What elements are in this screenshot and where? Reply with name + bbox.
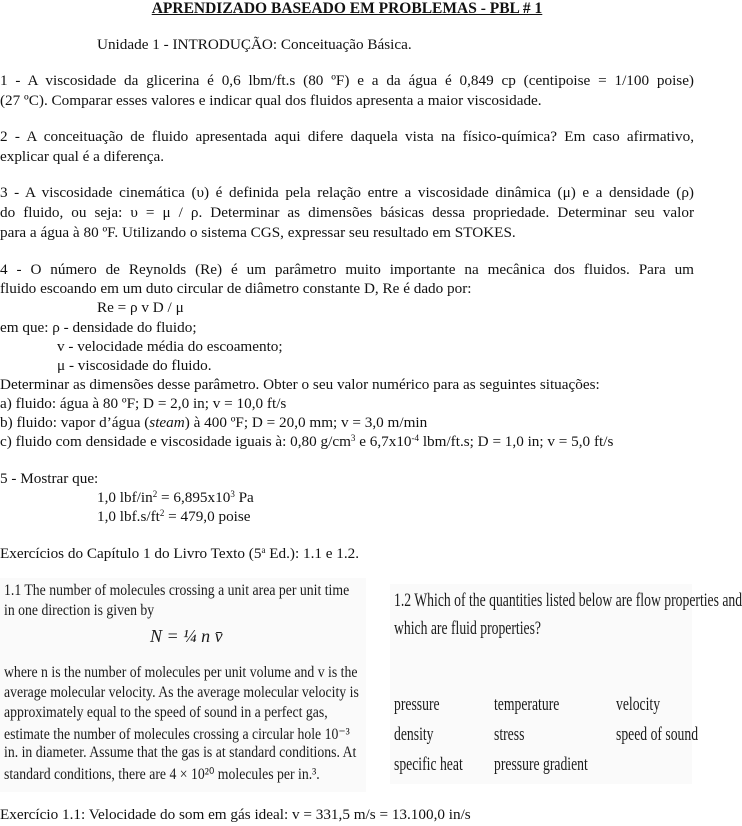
q4-case-a: a) fluido: água à 80 ºF; D = 2,0 in; v = 10,0 ft/s <box>0 395 287 412</box>
ex12-cell-velocity: velocity <box>616 694 661 715</box>
q1-line1: 1 - A viscosidade da glicerina é 0,6 lbm/ft.s (80 ºF) e a da água é 0,849 cp (centipoise = 1/100 poise) <box>0 72 694 89</box>
exercise-1-2-excerpt <box>390 584 742 784</box>
q4-case-b: b) fluido: vapor d’água (steam) à 400 ºF; D = 20,0 mm; v = 3,0 m/min <box>0 414 428 431</box>
ex11-line5: approximately equal to the speed of sound in a perfect gas, <box>4 704 328 721</box>
exercise-1-1-excerpt <box>0 578 366 792</box>
q2-line1: 2 - A conceituação de fluido apresentada aqui difere daquela vista na físico-química? Em caso afirmativo, <box>0 128 694 145</box>
ex12-cell-density: density <box>394 724 434 745</box>
ex12-line2: which are fluid properties? <box>394 618 542 639</box>
q4-viscosity-def: μ - viscosidade do fluido. <box>57 357 212 374</box>
ex11-line3: where n is the number of molecules per unit volume and v is the <box>4 664 358 681</box>
ex11-line2: in one direction is given by <box>4 602 155 619</box>
q2-line2: explicar qual é a diferença. <box>0 148 165 165</box>
q1-line2: (27 ºC). Comparar esses valores e indicar qual dos fluidos apresenta a maior viscosidade. <box>0 92 542 109</box>
footer-note: Exercício 1.1: Velocidade do som em gás ideal: v = 331,5 m/s = 13.100,0 in/s <box>0 806 471 823</box>
q5-intro: 5 - Mostrar que: <box>0 470 99 487</box>
reynolds-formula: Re = ρ v D / μ <box>97 299 184 316</box>
ex11-formula: N = ¼ n v̄ <box>150 626 223 646</box>
ex12-cell-temperature: temperature <box>494 694 560 715</box>
ex12-line1: 1.2 Which of the quantities listed below are flow properties and <box>394 590 742 611</box>
ex11-line7: in. in diameter. Assume that the gas is at standard conditions. At <box>4 744 357 761</box>
q3-line2: do fluido, ou seja: υ = μ / ρ. Determinar as dimensões básicas dessa propriedade. Determinar seu valor <box>0 204 694 221</box>
ex12-cell-pressure: pressure <box>394 694 440 715</box>
q3-line3: para a água à 80 ºF. Utilizando o sistema CGS, expressar seu resultado em STOKES. <box>0 224 516 241</box>
q5-eq1: 1,0 lbf/$in^2 = 6,895x10^3$ Pa <box>97 489 254 506</box>
ex12-cell-pressure-gradient: pressure gradient <box>494 754 588 775</box>
page-title: APRENDIZADO BASEADO EM PROBLEMAS - PBL # 1 <box>151 0 543 17</box>
q4-line1: 4 - O número de Reynolds (Re) é um parâmetro muito importante na mecânica dos fluidos. Para um <box>0 261 694 278</box>
q4-velocity-def: v - velocidade média do escoamento; <box>57 338 283 355</box>
exercises-reference: Exercícios do Capítulo 1 do Livro Texto (5$^a$ Ed.): 1.1 e 1.2. <box>0 545 360 562</box>
ex11-line4: average molecular velocity. As the average molecular velocity is <box>4 684 359 701</box>
q4-case-c: c) fluido com densidade e viscosidade iguais à: 0,80 $g/cm^3$ e $6,7x10^{-4}$ lbm/ft.s; D = 1,0 in; v = 5,0 ft/s <box>0 433 614 450</box>
q4-determine: Determinar as dimensões desse parâmetro. Obter o seu valor numérico para as seguintes situações: <box>0 376 600 393</box>
ex11-line6: estimate the number of molecules crossing a circular hole 10⁻³ <box>4 726 350 743</box>
q5-eq2: 1,0 $lbf.s/ft^2 = 479,0$ poise <box>97 508 251 525</box>
q3-line1: 3 - A viscosidade cinemática (υ) é definida pela relação entre a viscosidade dinâmica (μ) e a densidade (ρ) <box>0 184 694 201</box>
q4-where: em que: ρ - densidade do fluido; <box>0 319 197 336</box>
ex12-cell-speed-of-sound: speed of sound <box>616 724 699 745</box>
unit-heading: Unidade 1 - INTRODUÇÃO: Conceituação Básica. <box>97 36 412 53</box>
q4-line2: fluido escoando em um duto circular de diâmetro constante D, Re é dado por: <box>0 280 472 297</box>
ex12-cell-stress: stress <box>494 724 525 745</box>
ex11-line1: 1.1 The number of molecules crossing a unit area per unit time <box>4 582 350 599</box>
ex11-line8: standard conditions, there are 4 × 10²⁰ molecules per in.³. <box>4 766 320 783</box>
ex12-cell-specific-heat: specific heat <box>394 754 463 775</box>
